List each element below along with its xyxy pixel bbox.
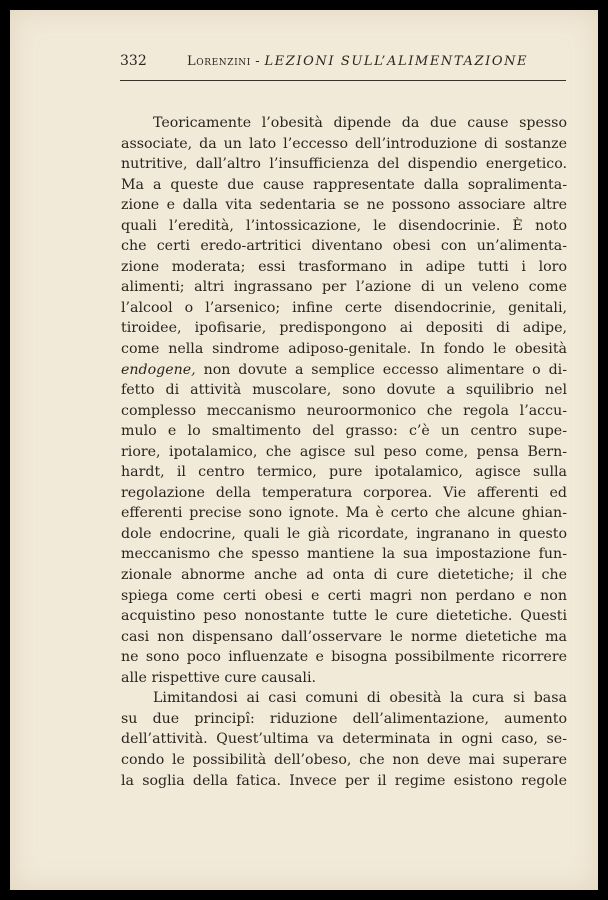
text-line: come nella sindrome adiposo-genitale. In fondo le obesità	[121, 341, 567, 358]
text-line: casi non dispensano dall’osservare le norme dietetiche ma	[121, 628, 567, 645]
text-line: regolazione della temperatura corporea. Vie afferenti ed	[121, 484, 567, 501]
text-line: l’alcool o l’arsenico; infine certe disendocrinie, genitali,	[121, 299, 567, 316]
text-line: ne sono poco influenzate e bisogna possibilmente ricorrere	[121, 649, 567, 666]
text-line: riore, ipotalamico, che agisce sul peso come, pensa Bern-	[121, 443, 567, 460]
running-head	[187, 54, 528, 69]
text-line: condo le possibilità dell’obeso, che non deve mai superare	[121, 751, 567, 768]
text-line: Ma a queste due cause rappresentate dalla sopralimenta-	[121, 176, 567, 193]
text-line: alle rispettive cure causali.	[121, 669, 317, 686]
text-line: fetto di attività muscolare, sono dovute a squilibrio nel	[121, 382, 567, 399]
text-line: la soglia della fatica. Invece per il regime esistono regole	[121, 772, 567, 789]
header-separator: -	[250, 54, 265, 69]
book-page	[10, 10, 598, 890]
paragraph-2	[121, 688, 567, 791]
italic-term: endogene,	[121, 361, 196, 378]
text-line: associate, da un lato l’eccesso dell’introduzione di sostanze	[121, 135, 567, 152]
paragraph-1	[121, 113, 567, 688]
text-line: zionale abnorme anche ad onta di cure dietetiche; il che	[121, 567, 567, 584]
book-title: LEZIONI SULL’ALIMENTAZIONE	[264, 54, 529, 69]
text-line	[121, 360, 567, 381]
header-rule	[120, 80, 566, 81]
text-line: complesso meccanismo neuroormonico che regola l’accu-	[121, 402, 567, 419]
text-line: zione moderata; essi trasformano in adipe tutti i loro	[121, 258, 567, 275]
text-line: zione e dalla vita sedentaria se ne possono associare altre	[121, 197, 567, 214]
text-line: Limitandosi ai casi comuni di obesità la cura si basa	[153, 690, 567, 707]
text-line: dole endocrine, quali le già ricordate, ingranano in questo	[121, 525, 567, 542]
text-line: spiega come certi obesi e certi magri non perdano e non	[121, 587, 567, 604]
text-line: Teoricamente l’obesità dipende da due cause spesso	[153, 115, 567, 131]
text-line: efferenti precise sono ignote. Ma è certo che alcune ghian-	[121, 505, 567, 522]
text-line: nutritive, dall’altro l’insufficienza del dispendio energetico.	[121, 156, 567, 173]
body-text	[121, 113, 567, 791]
text-line: alimenti; altri ingrassano per l’azione di un veleno come	[121, 279, 567, 296]
text-line: su due principî: riduzione dell’alimentazione, aumento	[121, 710, 567, 727]
text-line: tiroidee, ipofisarie, predispongono ai depositi di adipe,	[121, 320, 567, 337]
text-line: acquistino peso nonostante tutte le cure dietetiche. Questi	[121, 608, 567, 625]
page-number: 332	[120, 53, 147, 69]
text-line: quali l’eredità, l’intossicazione, le disendocrinie. È noto	[121, 217, 567, 234]
text-line: mulo e lo smaltimento del grasso: c’è un centro supe-	[121, 423, 567, 440]
text-line-rest: non dovute a semplice eccesso alimentare o di-	[203, 361, 567, 378]
text-line: hardt, il centro termico, pure ipotalamico, agisce sulla	[121, 464, 567, 481]
text-line: che certi eredo-artritici diventano obesi con un’alimenta-	[121, 238, 567, 255]
text-line: dell’attività. Quest’ultima va determinata in ogni caso, se-	[121, 731, 567, 748]
running-header	[120, 48, 570, 74]
author-name: Lorenzini	[187, 54, 251, 69]
text-line: meccanismo che spesso mantiene la sua impostazione fun-	[121, 546, 567, 563]
